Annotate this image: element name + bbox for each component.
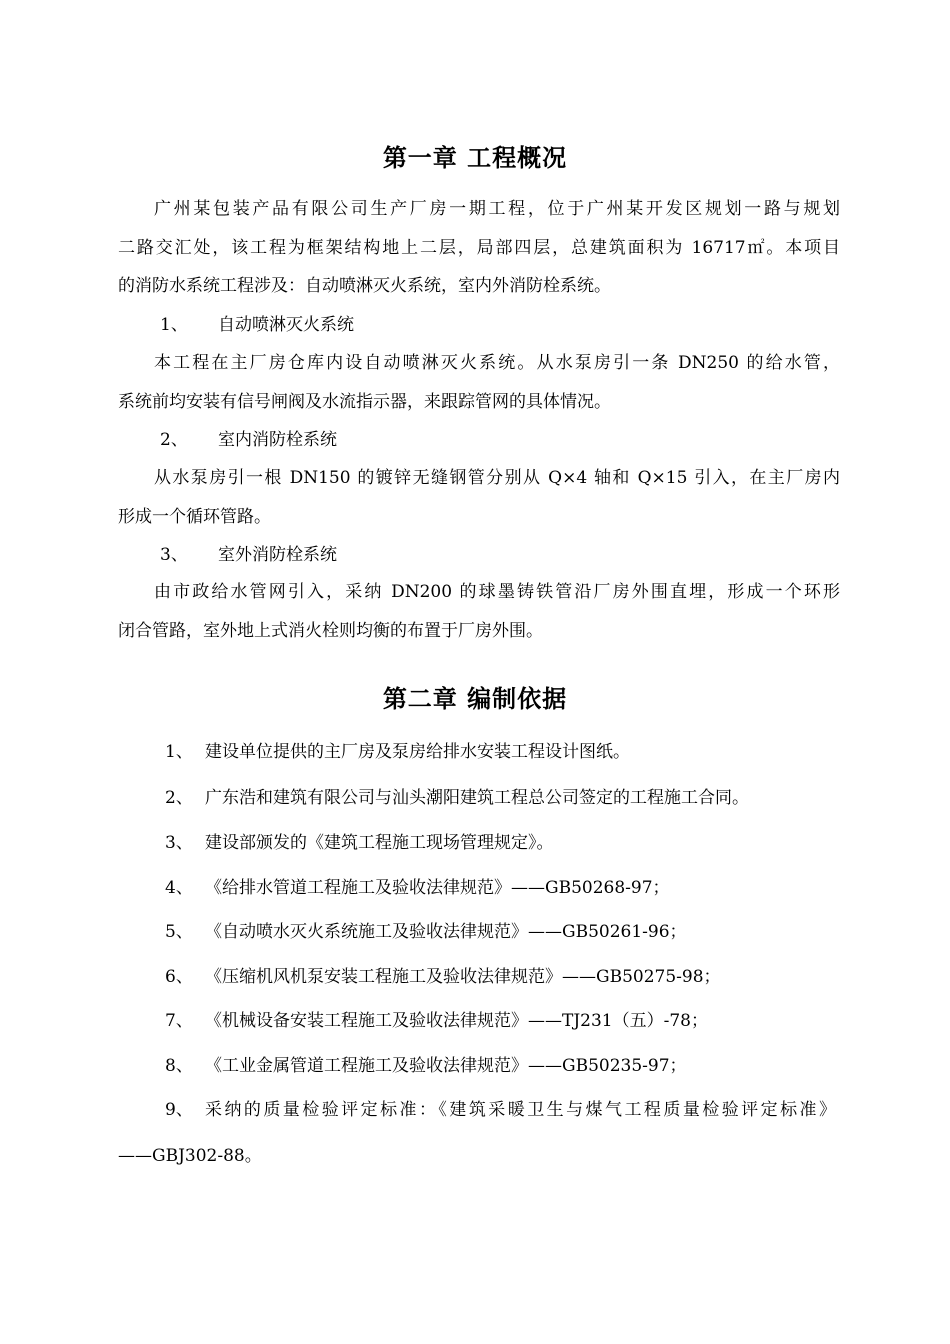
basis-item-1-number: 1、 xyxy=(165,742,193,762)
basis-item-4-text: 《给排水管道工程施工及验收法律规范》——GB50268-97； xyxy=(205,878,670,898)
basis-item-2-text: 广东浩和建筑有限公司与汕头潮阳建筑工程总公司签定的工程施工合同。 xyxy=(205,788,749,808)
section-2-number: 2、 xyxy=(160,430,188,450)
section-3-number: 3、 xyxy=(160,545,188,565)
section-3-line-2: 闭合管路，室外地上式消火栓则均衡的布置于厂房外围。 xyxy=(118,621,543,641)
basis-item-5-number: 5、 xyxy=(165,922,193,942)
basis-item-1-text: 建设单位提供的主厂房及泵房给排水安装工程设计图纸。 xyxy=(205,742,630,762)
basis-item-6-number: 6、 xyxy=(165,967,193,987)
section-2-line-1: 从水泵房引一根 DN150 的镀锌无缝钢管分别从 Q×4 轴和 Q×15 引入，在主厂房内 xyxy=(154,468,840,488)
basis-item-8-text: 《工业金属管道工程施工及验收法律规范》——GB50235-97； xyxy=(205,1056,687,1076)
section-1-line-1: 本工程在主厂房仓库内设自动喷淋灭火系统。从水泵房引一条 DN250 的给水管， xyxy=(154,353,840,373)
basis-item-9-number: 9、 xyxy=(165,1100,193,1120)
section-1-number: 1、 xyxy=(160,315,188,335)
intro-line-2: 二路交汇处，该工程为框架结构地上二层，局部四层，总建筑面积为 16717㎡。本项目 xyxy=(118,238,840,258)
basis-item-7-text: 《机械设备安装工程施工及验收法律规范》——TJ231（五）-78； xyxy=(205,1011,708,1031)
section-2-heading: 室内消防栓系统 xyxy=(218,430,337,450)
basis-item-5-text: 《自动喷水灭火系统施工及验收法律规范》——GB50261-96； xyxy=(205,922,687,942)
section-3-line-1: 由市政给水管网引入，采纳 DN200 的球墨铸铁管沿厂房外围直埋，形成一个环形 xyxy=(154,582,840,602)
section-2-line-2: 形成一个循环管路。 xyxy=(118,507,271,527)
basis-item-4-number: 4、 xyxy=(165,878,193,898)
basis-item-3-text: 建设部颁发的《建筑工程施工现场管理规定》。 xyxy=(205,833,554,853)
basis-item-2-number: 2、 xyxy=(165,788,193,808)
section-1-line-2: 系统前均安装有信号闸阀及水流指示器，来跟踪管网的具体情况。 xyxy=(118,392,611,412)
basis-item-8-number: 8、 xyxy=(165,1056,193,1076)
basis-item-9-text: 采纳的质量检验评定标准：《建筑采暖卫生与煤气工程质量检验评定标准》 xyxy=(205,1100,836,1120)
section-1-heading: 自动喷淋灭火系统 xyxy=(218,315,354,335)
basis-item-3-number: 3、 xyxy=(165,833,193,853)
intro-line-1: 广州某包装产品有限公司生产厂房一期工程，位于广州某开发区规划一路与规划 xyxy=(154,199,840,219)
basis-item-7-number: 7、 xyxy=(165,1011,193,1031)
chapter-1-title: 第一章 工程概况 xyxy=(382,144,568,172)
basis-item-9-continuation: ——GBJ302-88。 xyxy=(118,1146,262,1166)
chapter-2-title: 第二章 编制依据 xyxy=(382,685,568,713)
intro-line-3: 的消防水系统工程涉及：自动喷淋灭火系统，室内外消防栓系统。 xyxy=(118,276,611,296)
section-3-heading: 室外消防栓系统 xyxy=(218,545,337,565)
basis-item-6-text: 《压缩机风机泵安装工程施工及验收法律规范》——GB50275-98； xyxy=(205,967,721,987)
